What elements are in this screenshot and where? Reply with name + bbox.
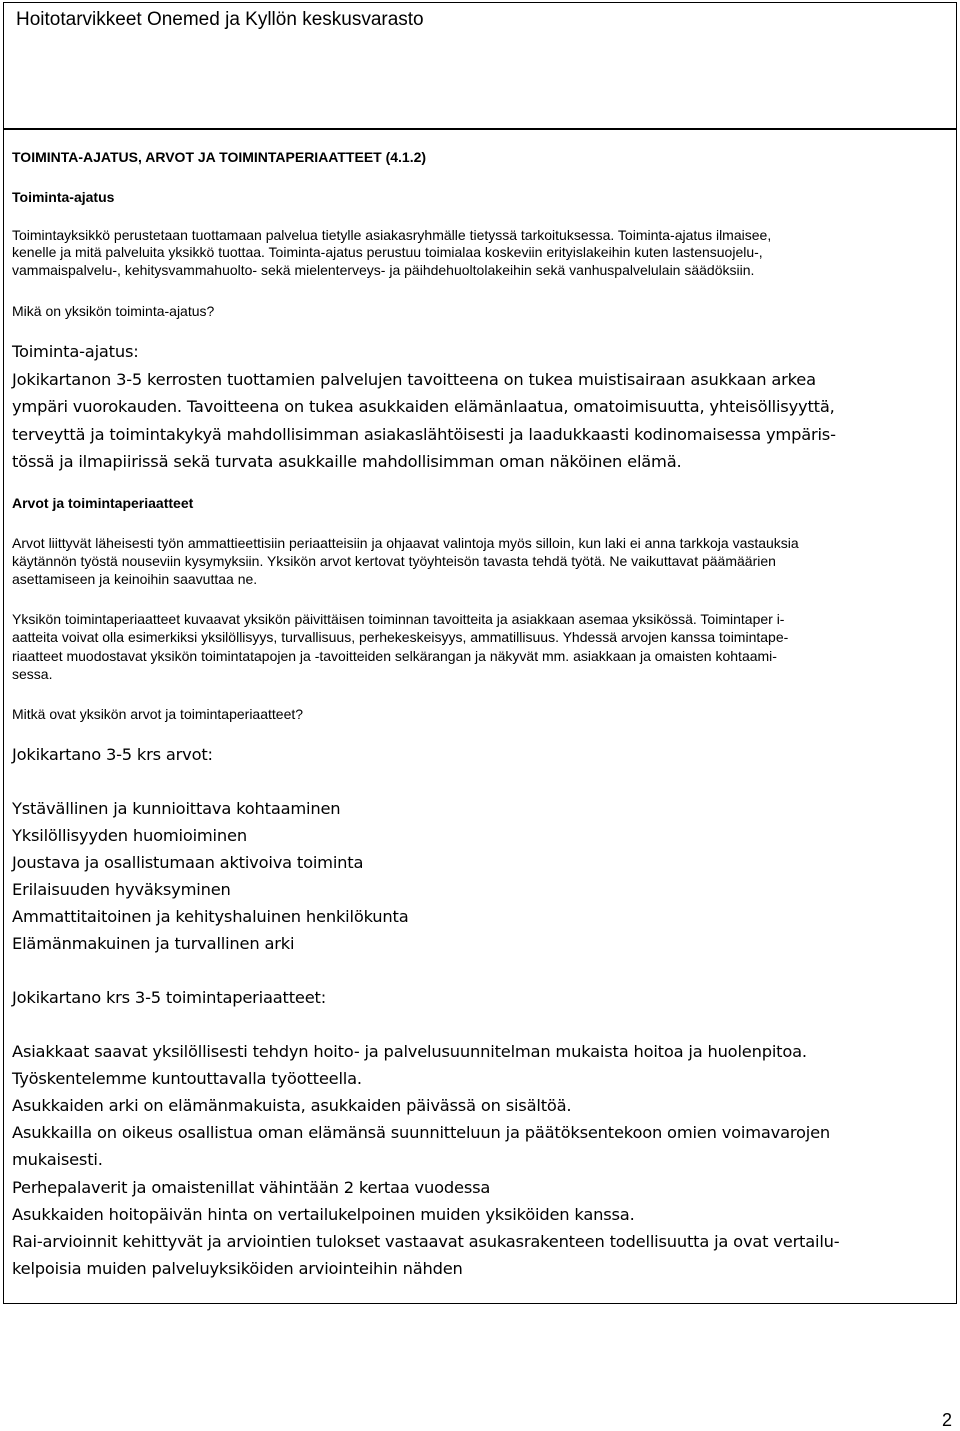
- answer-label: Toiminta-ajatus:: [12, 342, 139, 361]
- value-item: Erilaisuuden hyväksyminen: [12, 880, 231, 899]
- header-box: [3, 2, 957, 129]
- principle-item: Asukkailla on oikeus osallistua oman elämänsä suunnitteluun ja päätöksentekoon omien voimavarojen: [12, 1123, 831, 1142]
- principle-item: Perhepalaverit ja omaistenillat vähintään 2 kertaa vuodessa: [12, 1178, 491, 1197]
- principle-item: kelpoisia muiden palveluyksiköiden arviointeihin nähden: [12, 1259, 463, 1278]
- principle-item: Asukkaiden hoitopäivän hinta on vertailukelpoinen muiden yksiköiden kanssa.: [12, 1205, 635, 1224]
- paragraph-3-line: sessa.: [12, 666, 53, 682]
- paragraph-3-line: Yksikön toimintaperiaatteet kuvaavat yksikön päivittäisen toiminnan tavoitteita ja asiakkaan asemaa yksikössä. Toimintaper i-: [12, 611, 785, 627]
- question-toiminta-ajatus: Mikä on yksikön toiminta-ajatus?: [12, 303, 215, 319]
- principle-item: Työskentelemme kuntouttavalla työotteella.: [12, 1069, 362, 1088]
- answer-line: ympäri vuorokauden. Tavoitteena on tukea asukkaiden elämänlaatua, omatoimisuutta, yhteisöllisyyttä,: [12, 397, 835, 416]
- principle-item: Rai-arvioinnit kehittyvät ja arviointien tulokset vastaavat asukasrakenteen todellisuutta ja ovat vertailu-: [12, 1232, 840, 1251]
- page-number: 2: [941, 1410, 952, 1430]
- paragraph-2-line: asettamiseen ja keinoihin saavuttaa ne.: [12, 571, 258, 587]
- answer-line: tössä ja ilmapiirissä sekä turvata asukkaille mahdollisimman oman näköinen elämä.: [12, 452, 682, 471]
- principle-item: Asiakkaat saavat yksilöllisesti tehdyn hoito- ja palvelusuunnitelman mukaista hoitoa ja huolenpitoa.: [12, 1042, 807, 1061]
- document-title: Hoitotarvikkeet Onemed ja Kyllön keskusvarasto: [16, 9, 424, 30]
- paragraph-3-line: riaatteet muodostavat yksikön toimintatapojen ja -tavoitteiden selkärangan ja näkyvät mm. asiakkaan ja omaisten kohtaami-: [12, 648, 777, 664]
- value-item: Ystävällinen ja kunnioittava kohtaaminen: [12, 799, 341, 818]
- subheading-arvot: Arvot ja toimintaperiaatteet: [12, 495, 194, 511]
- value-item: Joustava ja osallistumaan aktivoiva toiminta: [12, 853, 364, 872]
- paragraph-2-line: käytännön työstä nouseviin kysymyksiin. Yksikön arvot kertovat työyhteisön tavasta tehdä työtä. Ne vaikuttavat päämäärien: [12, 553, 776, 569]
- section-heading: TOIMINTA-AJATUS, ARVOT JA TOIMINTAPERIAATTEET (4.1.2): [12, 149, 427, 165]
- paragraph-3-line: aatteita voivat olla esimerkiksi yksilöllisyys, turvallisuus, perhekeskeisyys, ammatillisuus. Yhdessä arvojen kanssa toimintape-: [12, 629, 789, 645]
- subheading-toiminta-ajatus: Toiminta-ajatus: [12, 189, 115, 205]
- paragraph-1-line: Toimintayksikkö perustetaan tuottamaan palvelua tietylle asiakasryhmälle tietyssä tarkoituksessa. Toiminta-ajatus ilmaisee,: [12, 227, 772, 243]
- values-heading: Jokikartano 3-5 krs arvot:: [12, 745, 213, 764]
- answer-line: terveyttä ja toimintakykyä mahdollisimman asiakaslähtöisesti ja laadukkaasti kodinomaisessa ympäris-: [12, 425, 836, 444]
- paragraph-1-line: vammaispalvelu-, kehitysvammahuolto- sekä mielenterveys- ja päihdehuoltolakeihin sekä vanhuspalvelulain säädöksiin.: [12, 262, 755, 278]
- paragraph-2-line: Arvot liittyvät läheisesti työn ammattieettisiin periaatteisiin ja ohjaavat valintoja myös silloin, kun laki ei anna tarkkoja vastauksia: [12, 535, 799, 551]
- answer-line: Jokikartanon 3-5 kerrosten tuottamien palvelujen tavoitteena on tukea muistisairaan asukkaan arkea: [12, 370, 816, 389]
- principles-heading: Jokikartano krs 3-5 toimintaperiaatteet:: [12, 988, 327, 1007]
- value-item: Yksilöllisyyden huomioiminen: [12, 826, 247, 845]
- value-item: Ammattitaitoinen ja kehityshaluinen henkilökunta: [12, 907, 409, 926]
- principle-item: Asukkaiden arki on elämänmakuista, asukkaiden päivässä on sisältöä.: [12, 1096, 572, 1115]
- question-arvot: Mitkä ovat yksikön arvot ja toimintaperiaatteet?: [12, 706, 304, 722]
- principle-item: mukaisesti.: [12, 1150, 103, 1169]
- paragraph-1-line: kenelle ja mitä palveluita yksikkö tuottaa. Toiminta-ajatus perustuu toimialaa koskeviin erityislakeihin kuten lastensuojelu-,: [12, 244, 763, 260]
- value-item: Elämänmakuinen ja turvallinen arki: [12, 934, 295, 953]
